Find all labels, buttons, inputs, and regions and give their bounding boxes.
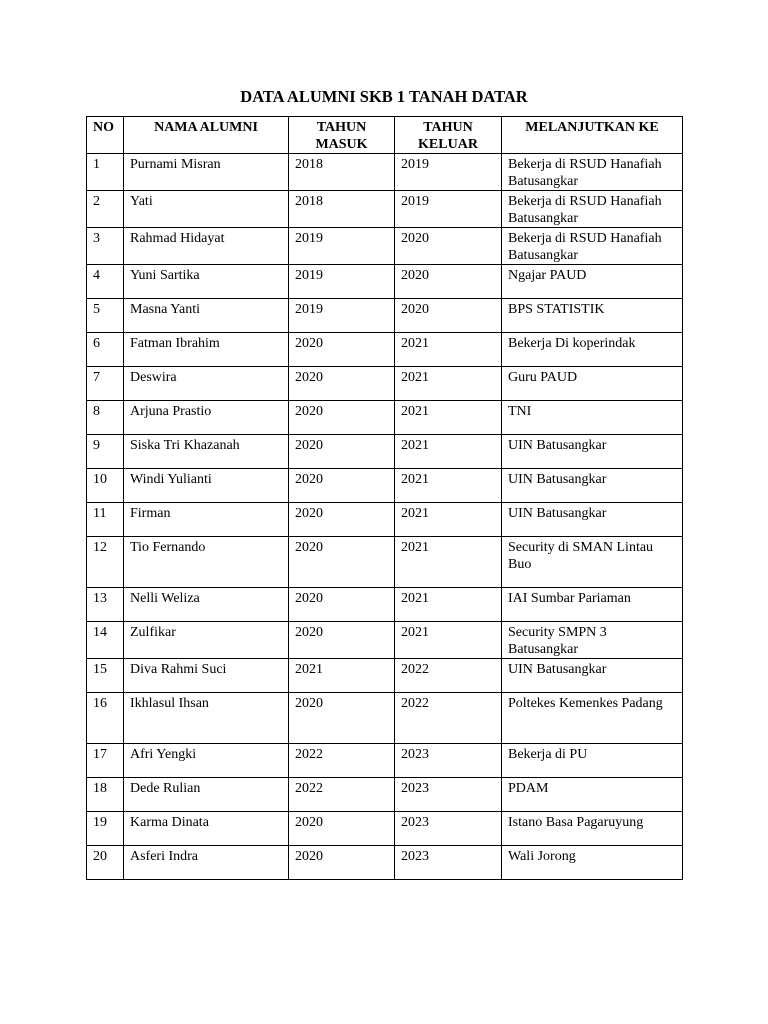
cell-melanjutkan: Ngajar PAUD	[502, 265, 683, 299]
cell-tahun-masuk: 2020	[289, 846, 395, 880]
cell-melanjutkan: Bekerja di RSUD Hanafiah Batusangkar	[502, 228, 683, 265]
cell-melanjutkan: UIN Batusangkar	[502, 435, 683, 469]
cell-nama: Dede Rulian	[124, 778, 289, 812]
cell-melanjutkan: Guru PAUD	[502, 367, 683, 401]
table-row	[87, 537, 683, 588]
cell-tahun-masuk: 2020	[289, 503, 395, 537]
cell-tahun-masuk: 2022	[289, 744, 395, 778]
cell-melanjutkan: Wali Jorong	[502, 846, 683, 880]
cell-tahun-masuk: 2020	[289, 537, 395, 588]
cell-tahun-masuk: 2020	[289, 367, 395, 401]
table-header-row	[87, 117, 683, 154]
table-row	[87, 744, 683, 778]
alumni-table	[86, 116, 683, 880]
cell-nama: Tio Fernando	[124, 537, 289, 588]
cell-tahun-masuk: 2020	[289, 401, 395, 435]
cell-melanjutkan: UIN Batusangkar	[502, 659, 683, 693]
cell-tahun-keluar: 2021	[395, 537, 502, 588]
cell-nama: Rahmad Hidayat	[124, 228, 289, 265]
cell-melanjutkan: Bekerja di RSUD Hanafiah Batusangkar	[502, 154, 683, 191]
cell-no: 12	[87, 537, 124, 588]
cell-melanjutkan: IAI Sumbar Pariaman	[502, 588, 683, 622]
cell-tahun-masuk: 2020	[289, 693, 395, 744]
cell-tahun-keluar: 2020	[395, 299, 502, 333]
cell-tahun-masuk: 2020	[289, 622, 395, 659]
cell-tahun-keluar: 2022	[395, 659, 502, 693]
cell-no: 5	[87, 299, 124, 333]
cell-tahun-keluar: 2020	[395, 265, 502, 299]
cell-nama: Arjuna Prastio	[124, 401, 289, 435]
cell-tahun-masuk: 2019	[289, 265, 395, 299]
cell-no: 8	[87, 401, 124, 435]
cell-no: 16	[87, 693, 124, 744]
table-row	[87, 588, 683, 622]
table-row	[87, 367, 683, 401]
cell-tahun-keluar: 2020	[395, 228, 502, 265]
cell-no: 9	[87, 435, 124, 469]
cell-no: 1	[87, 154, 124, 191]
table-row	[87, 299, 683, 333]
cell-no: 15	[87, 659, 124, 693]
table-row	[87, 191, 683, 228]
cell-tahun-masuk: 2020	[289, 588, 395, 622]
cell-tahun-masuk: 2019	[289, 228, 395, 265]
cell-tahun-keluar: 2021	[395, 588, 502, 622]
cell-no: 20	[87, 846, 124, 880]
cell-melanjutkan: Istano Basa Pagaruyung	[502, 812, 683, 846]
cell-tahun-masuk: 2018	[289, 191, 395, 228]
cell-nama: Firman	[124, 503, 289, 537]
cell-tahun-masuk: 2020	[289, 435, 395, 469]
cell-no: 10	[87, 469, 124, 503]
cell-tahun-keluar: 2021	[395, 503, 502, 537]
cell-tahun-masuk: 2019	[289, 299, 395, 333]
cell-tahun-masuk: 2020	[289, 333, 395, 367]
cell-nama: Windi Yulianti	[124, 469, 289, 503]
cell-tahun-keluar: 2022	[395, 693, 502, 744]
cell-tahun-keluar: 2019	[395, 154, 502, 191]
cell-nama: Diva Rahmi Suci	[124, 659, 289, 693]
cell-melanjutkan: Poltekes Kemenkes Padang	[502, 693, 683, 744]
cell-melanjutkan: UIN Batusangkar	[502, 503, 683, 537]
cell-tahun-keluar: 2023	[395, 846, 502, 880]
cell-tahun-keluar: 2021	[395, 469, 502, 503]
cell-tahun-masuk: 2018	[289, 154, 395, 191]
cell-tahun-keluar: 2021	[395, 401, 502, 435]
table-row	[87, 659, 683, 693]
cell-no: 19	[87, 812, 124, 846]
header-no: NO	[87, 117, 124, 154]
cell-tahun-masuk: 2022	[289, 778, 395, 812]
cell-nama: Yati	[124, 191, 289, 228]
cell-nama: Ikhlasul Ihsan	[124, 693, 289, 744]
cell-nama: Yuni Sartika	[124, 265, 289, 299]
cell-no: 7	[87, 367, 124, 401]
cell-tahun-keluar: 2023	[395, 812, 502, 846]
table-row	[87, 333, 683, 367]
cell-tahun-keluar: 2023	[395, 744, 502, 778]
cell-melanjutkan: UIN Batusangkar	[502, 469, 683, 503]
cell-no: 13	[87, 588, 124, 622]
cell-no: 6	[87, 333, 124, 367]
cell-nama: Zulfikar	[124, 622, 289, 659]
cell-melanjutkan: PDAM	[502, 778, 683, 812]
table-row	[87, 469, 683, 503]
cell-tahun-keluar: 2021	[395, 333, 502, 367]
table-row	[87, 228, 683, 265]
cell-melanjutkan: Bekerja Di koperindak	[502, 333, 683, 367]
table-row	[87, 265, 683, 299]
cell-nama: Purnami Misran	[124, 154, 289, 191]
cell-nama: Afri Yengki	[124, 744, 289, 778]
cell-tahun-masuk: 2020	[289, 469, 395, 503]
cell-melanjutkan: Security di SMAN Lintau Buo	[502, 537, 683, 588]
table-row	[87, 778, 683, 812]
cell-tahun-masuk: 2021	[289, 659, 395, 693]
header-melanjutkan-ke: MELANJUTKAN KE	[502, 117, 683, 154]
table-row	[87, 435, 683, 469]
cell-melanjutkan: BPS STATISTIK	[502, 299, 683, 333]
table-row	[87, 154, 683, 191]
cell-no: 11	[87, 503, 124, 537]
cell-tahun-keluar: 2019	[395, 191, 502, 228]
cell-tahun-keluar: 2023	[395, 778, 502, 812]
table-row	[87, 812, 683, 846]
header-nama-alumni: NAMA ALUMNI	[124, 117, 289, 154]
cell-no: 4	[87, 265, 124, 299]
cell-no: 14	[87, 622, 124, 659]
cell-nama: Karma Dinata	[124, 812, 289, 846]
header-tahun-masuk: TAHUN MASUK	[289, 117, 395, 154]
cell-melanjutkan: Bekerja di PU	[502, 744, 683, 778]
cell-nama: Masna Yanti	[124, 299, 289, 333]
cell-nama: Siska Tri Khazanah	[124, 435, 289, 469]
cell-tahun-keluar: 2021	[395, 367, 502, 401]
table-row	[87, 401, 683, 435]
table-row	[87, 693, 683, 744]
cell-nama: Deswira	[124, 367, 289, 401]
document-title: DATA ALUMNI SKB 1 TANAH DATAR	[240, 87, 528, 106]
cell-no: 2	[87, 191, 124, 228]
header-tahun-keluar: TAHUN KELUAR	[395, 117, 502, 154]
cell-nama: Asferi Indra	[124, 846, 289, 880]
cell-nama: Fatman Ibrahim	[124, 333, 289, 367]
cell-tahun-masuk: 2020	[289, 812, 395, 846]
cell-no: 17	[87, 744, 124, 778]
table-row	[87, 846, 683, 880]
cell-melanjutkan: Security SMPN 3 Batusangkar	[502, 622, 683, 659]
cell-no: 18	[87, 778, 124, 812]
table-row	[87, 622, 683, 659]
cell-melanjutkan: TNI	[502, 401, 683, 435]
cell-melanjutkan: Bekerja di RSUD Hanafiah Batusangkar	[502, 191, 683, 228]
cell-tahun-keluar: 2021	[395, 435, 502, 469]
table-row	[87, 503, 683, 537]
cell-no: 3	[87, 228, 124, 265]
cell-nama: Nelli Weliza	[124, 588, 289, 622]
cell-tahun-keluar: 2021	[395, 622, 502, 659]
